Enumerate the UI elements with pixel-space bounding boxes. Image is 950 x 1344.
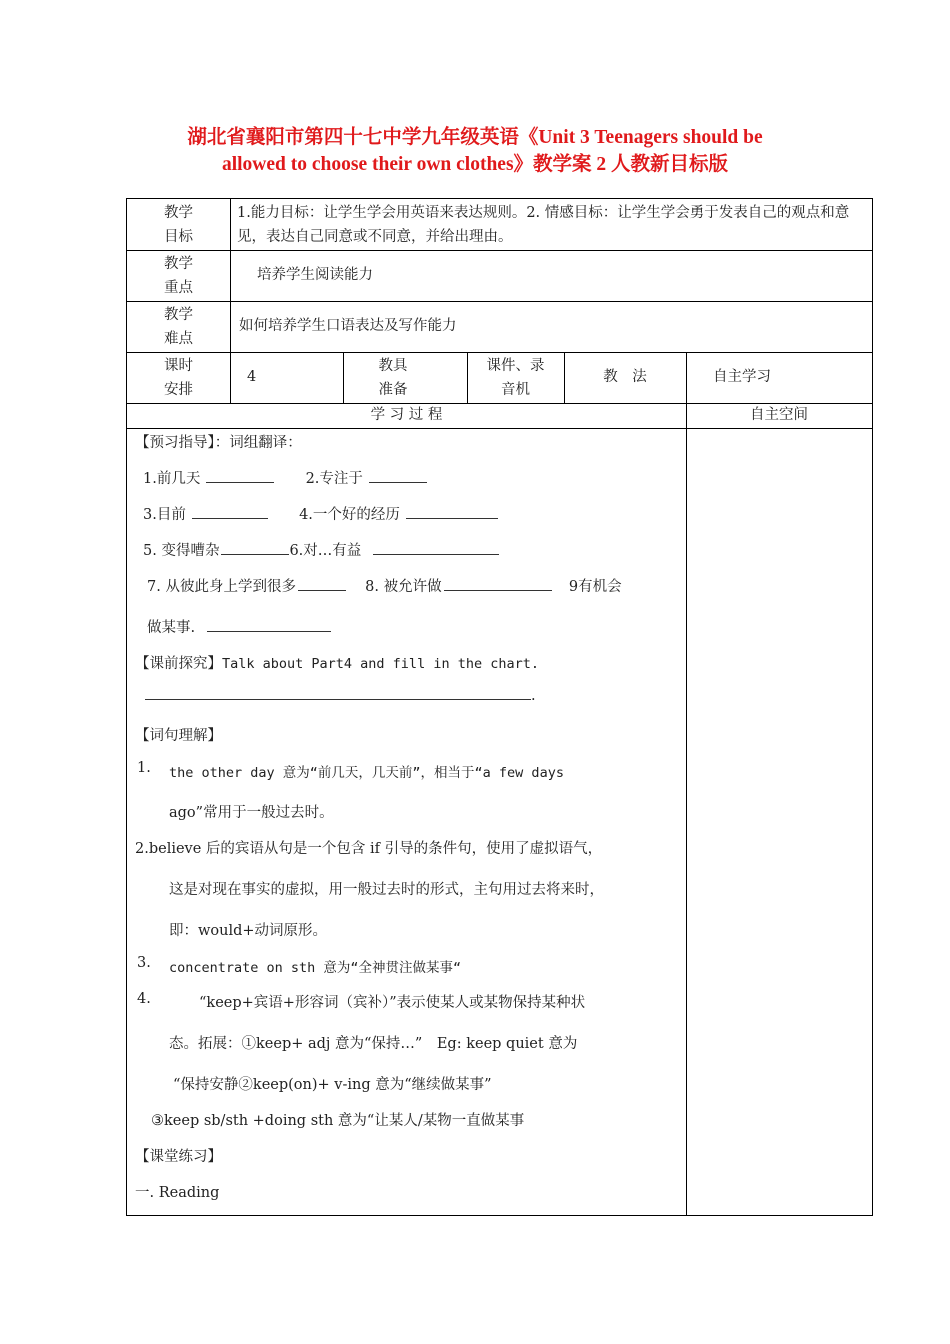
note-4-line-d: ③keep sb/sth +doing sth 意为“让某人/某物一直做某事 (151, 1113, 525, 1129)
focus-text: 培养学生阅读能力 (257, 267, 373, 283)
difficulty-label-2: 难点 (164, 331, 193, 347)
phrase-item (143, 539, 499, 560)
hours-value: 4 (247, 369, 257, 385)
tools-label (343, 354, 443, 402)
hours-label-1: 课时 (164, 358, 193, 374)
difficulty-label (127, 303, 230, 351)
note-2-line-c: 即：would+动词原形。 (169, 923, 328, 939)
answer-blank[interactable] (221, 540, 289, 555)
difficulty-label-1: 教学 (164, 307, 193, 323)
phrase-item (147, 575, 622, 596)
space-header: 自主空间 (750, 407, 808, 423)
tools-label-2: 准备 (378, 382, 408, 398)
note-3-text: concentrate on sth 意为“全神贯注做某事“ (169, 960, 462, 976)
phrase-5: 5. 变得嘈杂 (143, 543, 220, 559)
phrase-1: 1.前几天 (143, 471, 201, 487)
explore-row (135, 652, 539, 673)
phrase-6: 6.对…有益 (289, 543, 362, 559)
note-1-line-b: ago”常用于一般过去时。 (169, 805, 334, 821)
answer-blank[interactable] (369, 468, 427, 483)
phrase-4: 4.一个好的经历 (299, 507, 400, 523)
tools-value-2: 音机 (501, 382, 530, 398)
note-1-line-a: the other day 意为“前几天，几天前”，相当于“a few days (169, 765, 564, 781)
practice-heading: 【课堂练习】 (135, 1149, 222, 1165)
hours-label (127, 354, 230, 402)
answer-blank[interactable] (298, 576, 346, 591)
answer-blank[interactable] (406, 504, 498, 519)
note-4-line-c: “保持安静②keep(on)+ v-ing 意为“继续做某事” (173, 1077, 492, 1093)
hours-label-2: 安排 (164, 382, 193, 398)
phrase-item (147, 616, 331, 637)
phrase-7: 7. 从彼此身上学到很多 (147, 579, 296, 595)
lesson-plan-table (126, 198, 873, 1216)
focus-label-2: 重点 (164, 280, 193, 296)
answer-blank[interactable] (145, 685, 531, 700)
phrase-2: 2.专注于 (305, 471, 363, 487)
phrase-3: 3.目前 (143, 507, 186, 523)
title-line-2: allowed to choose their own clothes》教学案 2 人教新目标版 (221, 154, 729, 175)
method-value: 自主学习 (713, 369, 771, 385)
answer-blank[interactable] (373, 540, 499, 555)
note-2-line-a: 2.believe 后的宾语从句是一个包含 if 引导的条件句，使用了虚拟语气， (135, 841, 603, 857)
title-line-1: 湖北省襄阳市第四十七中学九年级英语《Unit 3 Teenagers should be (187, 127, 763, 148)
phrase-item (143, 467, 427, 488)
difficulty-text: 如何培养学生口语表达及写作能力 (239, 318, 457, 334)
reading-label: 一. Reading (135, 1185, 220, 1201)
goal-label (127, 201, 230, 249)
tools-label-1: 教具 (378, 358, 408, 374)
answer-blank[interactable] (192, 504, 268, 519)
words-heading: 【词句理解】 (135, 728, 222, 744)
phrase-item (143, 503, 498, 524)
phrase-9-cont: 做某事. (147, 620, 196, 636)
answer-blank[interactable] (444, 576, 552, 591)
goal-text: 1.能力目标：让学生学会用英语来表达规则。2. 情感目标：让学生学会勇于发表自己的观点和意见，表达自己同意或不同意，并给出理由。 (237, 205, 850, 245)
method-label: 教 法 (603, 369, 647, 385)
explore-text: Talk about Part4 and fill in the chart. (222, 656, 539, 672)
note-4-line-a: “keep+宾语+形容词（宾补）”表示使某人或某物保持某种状 (199, 995, 586, 1011)
explore-answer-line (145, 685, 536, 704)
explore-heading: 【课前探究】 (135, 656, 222, 672)
explore-end: . (531, 688, 536, 704)
focus-label (127, 252, 230, 300)
focus-label-1: 教学 (164, 256, 193, 272)
note-4-num: 4. (137, 991, 151, 1007)
tools-value-1: 课件、录 (486, 358, 545, 374)
process-header: 学 习 过 程 (370, 407, 443, 423)
note-4-line-b: 态。拓展：①keep+ adj 意为“保持…” Eg: keep quiet 意为 (169, 1036, 578, 1052)
preview-heading: 【预习指导】：词组翻译： (135, 435, 302, 451)
goal-label-2: 目标 (164, 229, 193, 245)
phrase-8: 8. 被允许做 (365, 579, 442, 595)
note-2-line-b: 这是对现在事实的虚拟，用一般过去时的形式，主句用过去将来时， (169, 882, 604, 898)
note-3-num: 3. (137, 955, 151, 971)
note-1-num: 1. (137, 760, 151, 776)
tools-value (467, 354, 564, 402)
answer-blank[interactable] (206, 468, 274, 483)
document-title (60, 124, 890, 178)
answer-blank[interactable] (207, 617, 331, 632)
goal-label-1: 教学 (164, 205, 193, 221)
phrase-9: 9有机会 (568, 579, 622, 595)
